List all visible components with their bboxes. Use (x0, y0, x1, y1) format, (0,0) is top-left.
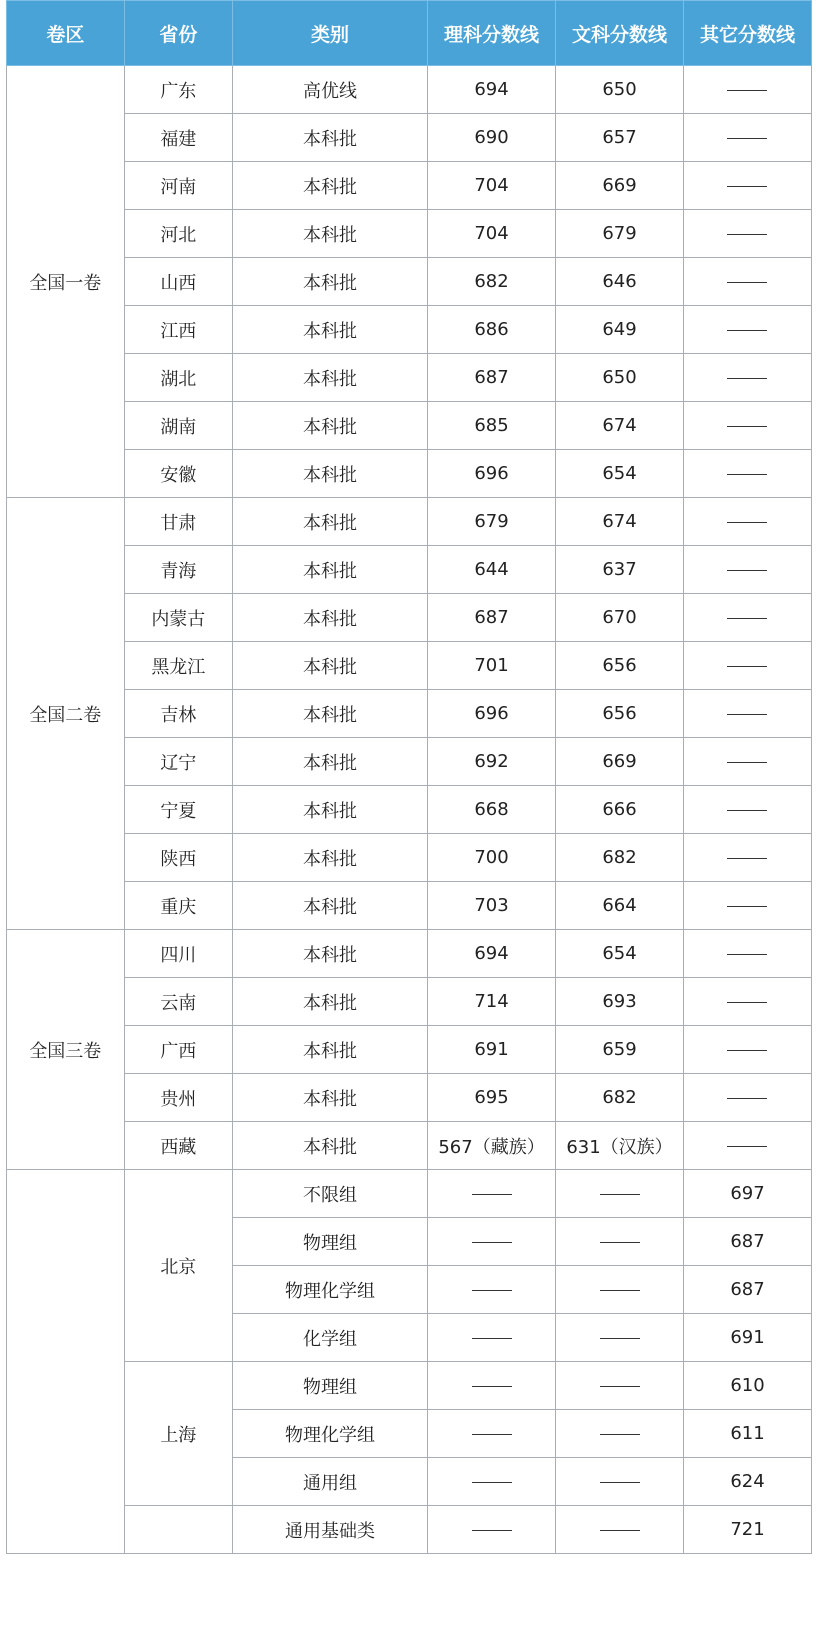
table-row (7, 162, 812, 210)
header-other-score: 其它分数线 (683, 1, 811, 66)
table-row (7, 978, 812, 1026)
province-cell: 山西 (124, 258, 232, 306)
science-score-cell: 694 (428, 66, 556, 114)
table-row (7, 1506, 812, 1554)
other-score-cell: 624 (683, 1458, 811, 1506)
other-score-cell (683, 354, 811, 402)
dash-mark (727, 1098, 767, 1099)
science-score-cell (428, 1410, 556, 1458)
category-cell: 本科批 (233, 930, 428, 978)
science-score-cell: 567（藏族） (428, 1122, 556, 1170)
table-row (7, 1122, 812, 1170)
arts-score-cell: 659 (556, 1026, 684, 1074)
score-table (6, 0, 812, 1554)
dash-mark (600, 1434, 640, 1435)
table-row (7, 834, 812, 882)
other-score-cell (683, 162, 811, 210)
science-score-cell (428, 1218, 556, 1266)
dash-mark (727, 282, 767, 283)
science-score-cell (428, 1170, 556, 1218)
dash-mark (727, 570, 767, 571)
other-score-cell (683, 930, 811, 978)
science-score-cell: 701 (428, 642, 556, 690)
arts-score-cell (556, 1458, 684, 1506)
province-cell: 北京 (124, 1170, 232, 1362)
other-score-cell: 611 (683, 1410, 811, 1458)
dash-mark (727, 474, 767, 475)
category-cell: 本科批 (233, 690, 428, 738)
table-row (7, 258, 812, 306)
science-score-cell (428, 1362, 556, 1410)
category-cell: 本科批 (233, 162, 428, 210)
science-score-cell: 687 (428, 594, 556, 642)
province-cell: 青海 (124, 546, 232, 594)
other-score-cell (683, 882, 811, 930)
dash-mark (472, 1242, 512, 1243)
province-cell: 黑龙江 (124, 642, 232, 690)
other-score-cell (683, 114, 811, 162)
other-score-cell (683, 1074, 811, 1122)
other-score-cell (683, 210, 811, 258)
other-score-cell: 697 (683, 1170, 811, 1218)
arts-score-cell: 650 (556, 66, 684, 114)
province-cell: 甘肃 (124, 498, 232, 546)
arts-score-cell (556, 1266, 684, 1314)
other-score-cell (683, 1026, 811, 1074)
province-cell: 河北 (124, 210, 232, 258)
science-score-cell: 682 (428, 258, 556, 306)
dash-mark (472, 1530, 512, 1531)
other-score-cell: 610 (683, 1362, 811, 1410)
category-cell: 本科批 (233, 354, 428, 402)
dash-mark (727, 666, 767, 667)
category-cell: 化学组 (233, 1314, 428, 1362)
category-cell: 物理组 (233, 1362, 428, 1410)
juan-cell: 全国一卷 (7, 66, 125, 498)
arts-score-cell (556, 1410, 684, 1458)
science-score-cell: 687 (428, 354, 556, 402)
dash-mark (727, 426, 767, 427)
province-cell: 四川 (124, 930, 232, 978)
header-province: 省份 (124, 1, 232, 66)
arts-score-cell: 646 (556, 258, 684, 306)
dash-mark (472, 1386, 512, 1387)
science-score-cell: 690 (428, 114, 556, 162)
other-score-cell (683, 306, 811, 354)
other-score-cell: 721 (683, 1506, 811, 1554)
arts-score-cell: 682 (556, 1074, 684, 1122)
arts-score-cell: 649 (556, 306, 684, 354)
table-row (7, 930, 812, 978)
table-row (7, 210, 812, 258)
arts-score-cell (556, 1314, 684, 1362)
province-cell: 广西 (124, 1026, 232, 1074)
dash-mark (472, 1338, 512, 1339)
dash-mark (600, 1242, 640, 1243)
dash-mark (600, 1290, 640, 1291)
dash-mark (472, 1194, 512, 1195)
science-score-cell: 700 (428, 834, 556, 882)
arts-score-cell (556, 1506, 684, 1554)
arts-score-cell: 657 (556, 114, 684, 162)
science-score-cell: 644 (428, 546, 556, 594)
science-score-cell: 704 (428, 210, 556, 258)
province-cell: 吉林 (124, 690, 232, 738)
category-cell: 高优线 (233, 66, 428, 114)
category-cell: 本科批 (233, 450, 428, 498)
arts-score-cell: 664 (556, 882, 684, 930)
science-score-cell: 679 (428, 498, 556, 546)
province-cell: 安徽 (124, 450, 232, 498)
province-cell: 湖南 (124, 402, 232, 450)
other-score-cell: 691 (683, 1314, 811, 1362)
table-row (7, 1074, 812, 1122)
province-cell: 贵州 (124, 1074, 232, 1122)
other-score-cell (683, 1122, 811, 1170)
arts-score-cell: 682 (556, 834, 684, 882)
other-score-cell (683, 834, 811, 882)
table-row (7, 1170, 812, 1218)
science-score-cell: 668 (428, 786, 556, 834)
dash-mark (600, 1482, 640, 1483)
category-cell: 本科批 (233, 786, 428, 834)
dash-mark (600, 1386, 640, 1387)
dash-mark (727, 1146, 767, 1147)
table-row (7, 498, 812, 546)
arts-score-cell: 693 (556, 978, 684, 1026)
dash-mark (727, 1050, 767, 1051)
other-score-cell (683, 786, 811, 834)
dash-mark (727, 762, 767, 763)
category-cell: 本科批 (233, 402, 428, 450)
juan-cell: 全国三卷 (7, 930, 125, 1170)
table-row (7, 738, 812, 786)
header-arts-score: 文科分数线 (556, 1, 684, 66)
science-score-cell: 685 (428, 402, 556, 450)
arts-score-cell: 656 (556, 690, 684, 738)
dash-mark (727, 858, 767, 859)
category-cell: 本科批 (233, 642, 428, 690)
province-cell: 云南 (124, 978, 232, 1026)
other-score-cell (683, 546, 811, 594)
province-cell: 重庆 (124, 882, 232, 930)
dash-mark (727, 714, 767, 715)
arts-score-cell (556, 1218, 684, 1266)
province-cell: 宁夏 (124, 786, 232, 834)
dash-mark (727, 954, 767, 955)
other-score-cell (683, 258, 811, 306)
science-score-cell (428, 1506, 556, 1554)
other-score-cell (683, 498, 811, 546)
table-row (7, 1362, 812, 1410)
arts-score-cell: 679 (556, 210, 684, 258)
dash-mark (727, 618, 767, 619)
category-cell: 本科批 (233, 258, 428, 306)
table-row (7, 354, 812, 402)
arts-score-cell: 674 (556, 402, 684, 450)
table-row (7, 402, 812, 450)
juan-cell-blank (7, 1170, 125, 1554)
category-cell: 物理化学组 (233, 1410, 428, 1458)
dash-mark (727, 1002, 767, 1003)
science-score-cell: 714 (428, 978, 556, 1026)
arts-score-cell: 670 (556, 594, 684, 642)
province-cell: 内蒙古 (124, 594, 232, 642)
dash-mark (600, 1194, 640, 1195)
science-score-cell (428, 1458, 556, 1506)
other-score-cell (683, 450, 811, 498)
dash-mark (727, 138, 767, 139)
science-score-cell (428, 1314, 556, 1362)
category-cell: 本科批 (233, 1026, 428, 1074)
science-score-cell (428, 1266, 556, 1314)
province-cell: 福建 (124, 114, 232, 162)
category-cell: 本科批 (233, 1074, 428, 1122)
other-score-cell (683, 402, 811, 450)
dash-mark (727, 186, 767, 187)
other-score-cell (683, 66, 811, 114)
science-score-cell: 694 (428, 930, 556, 978)
province-cell: 陕西 (124, 834, 232, 882)
other-score-cell (683, 978, 811, 1026)
category-cell: 物理组 (233, 1218, 428, 1266)
province-cell: 上海 (124, 1362, 232, 1506)
arts-score-cell: 674 (556, 498, 684, 546)
dash-mark (472, 1482, 512, 1483)
dash-mark (727, 90, 767, 91)
dash-mark (727, 906, 767, 907)
category-cell: 本科批 (233, 546, 428, 594)
category-cell: 本科批 (233, 306, 428, 354)
province-cell: 辽宁 (124, 738, 232, 786)
category-cell: 本科批 (233, 210, 428, 258)
science-score-cell: 695 (428, 1074, 556, 1122)
table-row (7, 546, 812, 594)
other-score-cell: 687 (683, 1218, 811, 1266)
arts-score-cell: 669 (556, 738, 684, 786)
science-score-cell: 692 (428, 738, 556, 786)
province-cell: 河南 (124, 162, 232, 210)
province-cell: 广东 (124, 66, 232, 114)
table-row (7, 594, 812, 642)
category-cell: 本科批 (233, 882, 428, 930)
header-row (7, 1, 812, 66)
category-cell: 不限组 (233, 1170, 428, 1218)
category-cell: 物理化学组 (233, 1266, 428, 1314)
dash-mark (727, 522, 767, 523)
category-cell: 通用基础类 (233, 1506, 428, 1554)
arts-score-cell: 631（汉族） (556, 1122, 684, 1170)
arts-score-cell: 654 (556, 930, 684, 978)
science-score-cell: 696 (428, 690, 556, 738)
other-score-cell (683, 738, 811, 786)
province-cell: 江西 (124, 306, 232, 354)
category-cell: 本科批 (233, 498, 428, 546)
category-cell: 本科批 (233, 978, 428, 1026)
arts-score-cell: 656 (556, 642, 684, 690)
arts-score-cell: 669 (556, 162, 684, 210)
table-row (7, 66, 812, 114)
dash-mark (727, 378, 767, 379)
dash-mark (727, 330, 767, 331)
dash-mark (472, 1290, 512, 1291)
table-row (7, 642, 812, 690)
science-score-cell: 686 (428, 306, 556, 354)
dash-mark (600, 1338, 640, 1339)
science-score-cell: 696 (428, 450, 556, 498)
category-cell: 本科批 (233, 114, 428, 162)
arts-score-cell: 650 (556, 354, 684, 402)
header-juan: 卷区 (7, 1, 125, 66)
arts-score-cell: 654 (556, 450, 684, 498)
category-cell: 本科批 (233, 834, 428, 882)
arts-score-cell: 666 (556, 786, 684, 834)
header-category: 类别 (233, 1, 428, 66)
other-score-cell: 687 (683, 1266, 811, 1314)
other-score-cell (683, 690, 811, 738)
province-cell: 湖北 (124, 354, 232, 402)
arts-score-cell: 637 (556, 546, 684, 594)
juan-cell: 全国二卷 (7, 498, 125, 930)
other-score-cell (683, 642, 811, 690)
header-science-score: 理科分数线 (428, 1, 556, 66)
other-score-cell (683, 594, 811, 642)
category-cell: 本科批 (233, 1122, 428, 1170)
table-row (7, 1026, 812, 1074)
table-row (7, 786, 812, 834)
science-score-cell: 704 (428, 162, 556, 210)
category-cell: 通用组 (233, 1458, 428, 1506)
table-row (7, 690, 812, 738)
table-row (7, 114, 812, 162)
science-score-cell: 691 (428, 1026, 556, 1074)
table-row (7, 882, 812, 930)
province-cell: 西藏 (124, 1122, 232, 1170)
category-cell: 本科批 (233, 594, 428, 642)
category-cell: 本科批 (233, 738, 428, 786)
dash-mark (727, 234, 767, 235)
table-body (7, 66, 812, 1554)
arts-score-cell (556, 1170, 684, 1218)
dash-mark (600, 1530, 640, 1531)
dash-mark (472, 1434, 512, 1435)
table-row (7, 306, 812, 354)
arts-score-cell (556, 1362, 684, 1410)
table-row (7, 450, 812, 498)
dash-mark (727, 810, 767, 811)
province-cell (124, 1506, 232, 1554)
science-score-cell: 703 (428, 882, 556, 930)
